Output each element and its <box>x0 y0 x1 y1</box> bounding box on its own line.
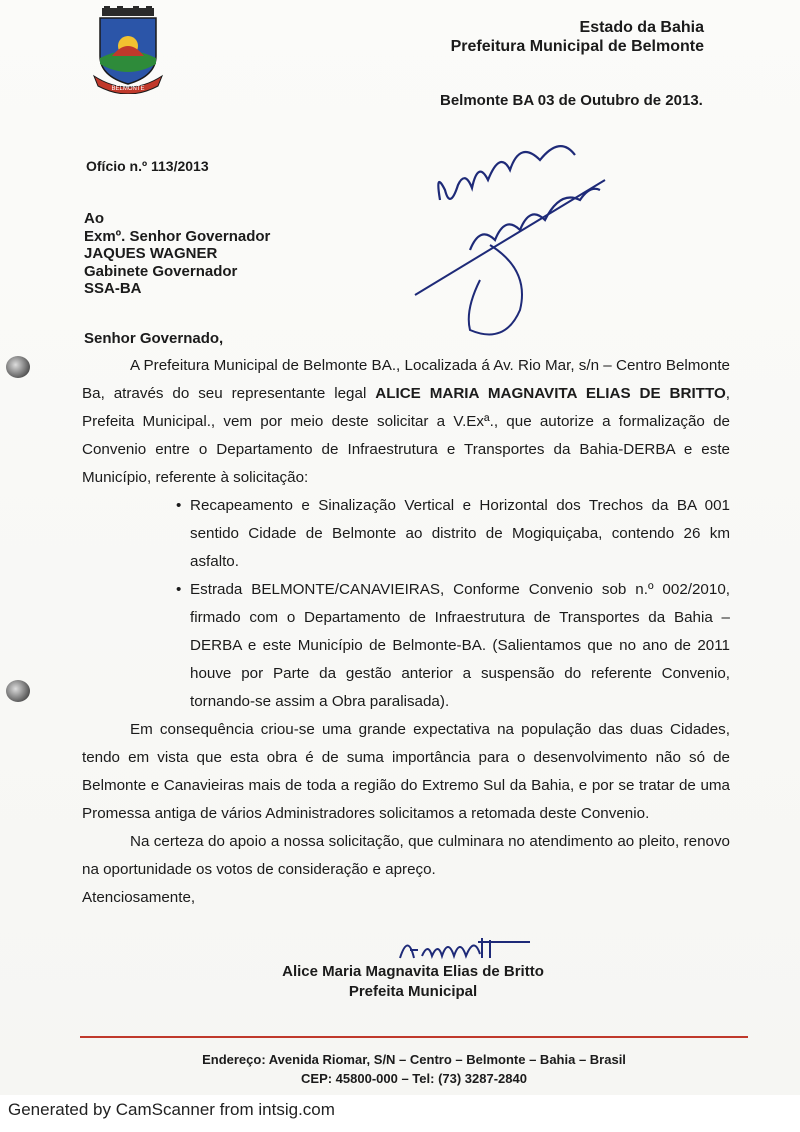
paragraph-text: , Prefeita Municipal., vem por meio deste solicitar a V.Exª., que autorize a formalização de Convenio entre o Departamento de Infraestrutura e Transportes da Bahia-DERBA e este Município, referente à solicitação: <box>82 385 730 486</box>
addressee-line: Gabinete Governador <box>84 262 238 280</box>
addressee-line: Exmº. Senhor Governador <box>84 227 271 245</box>
municipality-name: Prefeitura Municipal de Belmonte <box>450 38 704 55</box>
state-name: Estado da Bahia <box>579 19 704 36</box>
list-item-text: Recapeamento e Sinalização Vertical e Horizontal dos Trechos da BA 001 sentido Cidade de Belmonte ao distrito de Mogiquiçaba, contendo 26 km asfalto. <box>190 497 730 570</box>
punch-hole-icon <box>6 356 30 378</box>
list-item <box>176 576 730 716</box>
request-items-list <box>82 492 730 716</box>
paragraph-thanks: Na certeza do apoio a nossa solicitação, que culminara no atendimento ao pleito, renovo na oportunidade os votos de consideração e apreço. <box>82 833 730 878</box>
footer-divider <box>80 1036 748 1038</box>
addressee-line: SSA-BA <box>84 280 142 297</box>
handwritten-receipt-note <box>410 130 610 350</box>
list-item-text: Estrada BELMONTE/CANAVIEIRAS, Conforme Convenio sob n.º 002/2010, firmado com o Departamento de Infraestrutura de Transportes da Bahia – DERBA e este Município de Belmonte-BA. (Salientamos que no ano de 2011 houve por Parte da gestão anterior a suspensão do referente Convenio, tornando-se assim a Obra paralisada). <box>190 581 730 710</box>
footer-address: Endereço: Avenida Riomar, S/N – Centro – Belmonte – Bahia – Brasil <box>202 1052 626 1067</box>
punch-hole-icon <box>6 680 30 702</box>
signatory-title: Prefeita Municipal <box>348 983 478 1000</box>
date-line: Belmonte BA 03 de Outubro de 2013. <box>440 92 703 109</box>
signatory-name: Alice Maria Magnavita Elias de Britto <box>282 963 544 980</box>
crest-label: BELMONTE <box>111 86 145 92</box>
representative-name: ALICE MARIA MAGNAVITA ELIAS DE BRITTO <box>375 385 726 402</box>
signatory-block <box>268 962 558 1002</box>
footer <box>80 1050 748 1088</box>
oficio-number: Ofício n.º 113/2013 <box>86 158 209 174</box>
letterhead <box>451 18 704 56</box>
municipal-crest-logo <box>88 6 168 94</box>
addressee-line: Ao <box>84 210 104 227</box>
addressee-line: JAQUES WAGNER <box>84 245 218 262</box>
addressee-block <box>84 210 270 298</box>
greeting: Senhor Governado, <box>84 330 224 347</box>
closing: Atenciosamente, <box>82 889 196 906</box>
bullet-icon: • <box>176 581 182 598</box>
scanner-watermark: Generated by CamScanner from intsig.com <box>8 1100 335 1119</box>
bullet-icon: • <box>176 497 182 514</box>
paragraph-request <box>82 352 730 492</box>
paragraph-text: A Prefeitura Municipal de Belmonte BA., Localizada á Av. Rio Mar, s/n – Centro Belmonte Ba, através do seu representante legal <box>82 357 730 402</box>
list-item <box>176 492 730 576</box>
paragraph-justification: Em consequência criou-se uma grande expectativa na população das duas Cidades, tendo em vista que esta obra é de suma importância para o desenvolvimento não só de Belmonte e Canavieiras mais de toda a região do Extremo Sul da Bahia, e por se tratar de uma Promessa antiga de vários Administradores solicitamos a retomada deste Convenio. <box>82 721 730 822</box>
letter-body <box>82 352 730 912</box>
footer-contact: CEP: 45800-000 – Tel: (73) 3287-2840 <box>301 1071 527 1086</box>
